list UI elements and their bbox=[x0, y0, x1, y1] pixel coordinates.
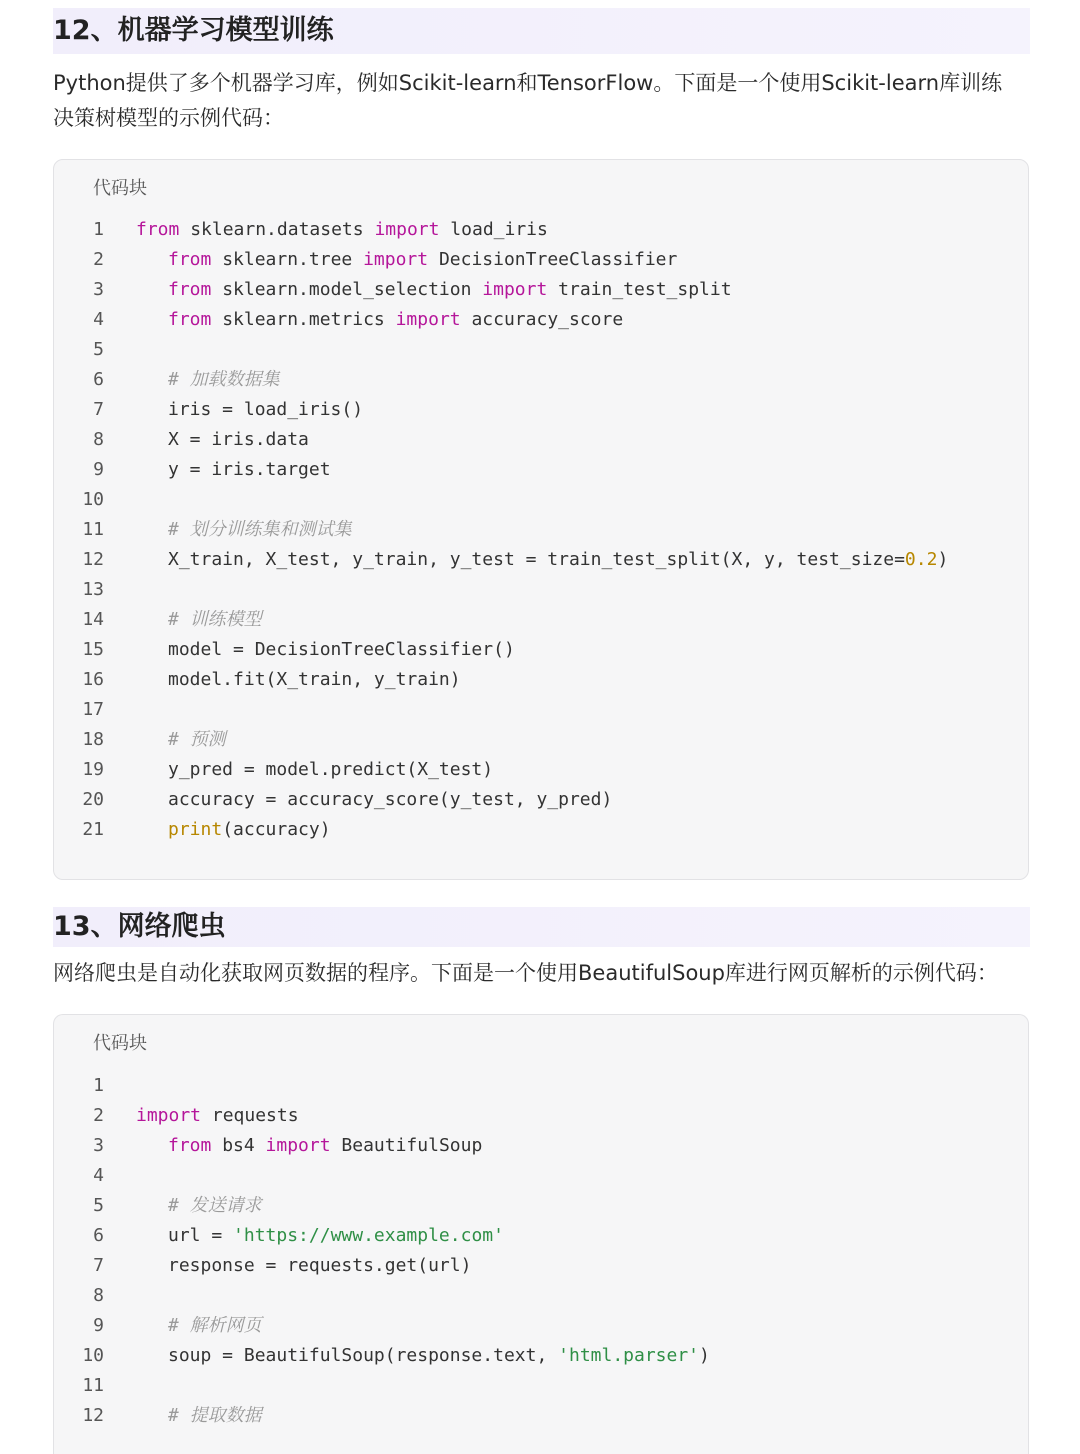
line-number: 9 bbox=[93, 459, 104, 480]
code-token: BeautifulSoup bbox=[330, 1135, 483, 1156]
code-text bbox=[136, 215, 548, 245]
code-lines bbox=[54, 1071, 1028, 1431]
keyword-token: import bbox=[363, 249, 429, 270]
line-number: 11 bbox=[82, 519, 104, 540]
line-number: 5 bbox=[93, 1195, 104, 1216]
code-line bbox=[54, 815, 1028, 845]
code-line bbox=[54, 455, 1028, 485]
comment-token: # 解析网页 bbox=[168, 1315, 262, 1336]
code-line bbox=[54, 1101, 1028, 1131]
keyword-token: from bbox=[136, 219, 180, 240]
line-number: 16 bbox=[82, 669, 104, 690]
code-block-label: 代码块 bbox=[93, 1033, 147, 1054]
code-line bbox=[54, 545, 1028, 575]
keyword-token: from bbox=[168, 249, 212, 270]
code-text bbox=[168, 245, 677, 275]
code-token: iris = load_iris() bbox=[168, 399, 364, 420]
code-line bbox=[54, 515, 1028, 545]
section-12-heading: 12、机器学习模型训练 bbox=[53, 8, 1030, 54]
line-number: 7 bbox=[93, 399, 104, 420]
code-line bbox=[54, 215, 1028, 245]
code-text bbox=[168, 1311, 262, 1341]
code-token: soup = BeautifulSoup(response.text, bbox=[168, 1345, 559, 1366]
line-number: 8 bbox=[93, 429, 104, 450]
code-line bbox=[54, 1341, 1028, 1371]
code-text bbox=[168, 1401, 262, 1431]
code-line bbox=[54, 335, 1028, 365]
comment-token: # 预测 bbox=[168, 729, 226, 750]
code-token: accuracy_score bbox=[460, 309, 624, 330]
code-line bbox=[54, 1221, 1028, 1251]
line-number: 4 bbox=[93, 309, 104, 330]
code-line bbox=[54, 245, 1028, 275]
line-number: 7 bbox=[93, 1255, 104, 1276]
line-number: 15 bbox=[82, 639, 104, 660]
code-text bbox=[168, 725, 226, 755]
code-line bbox=[54, 1371, 1028, 1401]
keyword-token: import bbox=[374, 219, 440, 240]
code-text bbox=[168, 515, 352, 545]
code-line bbox=[54, 1071, 1028, 1101]
line-number: 21 bbox=[82, 819, 104, 840]
keyword-token: from bbox=[168, 309, 212, 330]
line-number: 3 bbox=[93, 1135, 104, 1156]
string-token: 'https://www.example.com' bbox=[233, 1225, 504, 1246]
code-token: DecisionTreeClassifier bbox=[428, 249, 678, 270]
code-text bbox=[168, 365, 280, 395]
code-token: ) bbox=[699, 1345, 710, 1366]
code-text bbox=[168, 1131, 482, 1161]
code-text bbox=[168, 665, 461, 695]
line-number: 20 bbox=[82, 789, 104, 810]
paragraph-line: Python提供了多个机器学习库，例如Scikit-learn和TensorFlow。下面是一个使用Scikit-learn库训练 bbox=[53, 71, 1003, 95]
comment-token: # 提取数据 bbox=[168, 1405, 262, 1426]
comment-token: # 加载数据集 bbox=[168, 369, 280, 390]
code-text bbox=[168, 425, 309, 455]
keyword-token: import bbox=[395, 309, 461, 330]
code-line bbox=[54, 785, 1028, 815]
code-line bbox=[54, 665, 1028, 695]
comment-token: # 发送请求 bbox=[168, 1195, 262, 1216]
code-token: response = requests.get(url) bbox=[168, 1255, 472, 1276]
code-text bbox=[168, 455, 331, 485]
code-line bbox=[54, 635, 1028, 665]
line-number: 12 bbox=[82, 1405, 104, 1426]
code-text bbox=[168, 395, 363, 425]
code-token: bs4 bbox=[211, 1135, 266, 1156]
code-token: accuracy = accuracy_score(y_test, y_pred) bbox=[168, 789, 613, 810]
code-token: sklearn.datasets bbox=[179, 219, 375, 240]
line-number: 17 bbox=[82, 699, 104, 720]
code-token: sklearn.model_selection bbox=[211, 279, 483, 300]
builtin-token: print bbox=[168, 819, 223, 840]
code-line bbox=[54, 755, 1028, 785]
code-line bbox=[54, 725, 1028, 755]
code-token: ) bbox=[937, 549, 949, 570]
comment-token: # 划分训练集和测试集 bbox=[168, 519, 352, 540]
line-number: 1 bbox=[93, 219, 104, 240]
code-line bbox=[54, 275, 1028, 305]
code-line bbox=[54, 1401, 1028, 1431]
line-number: 10 bbox=[82, 489, 104, 510]
code-line bbox=[54, 365, 1028, 395]
line-number: 19 bbox=[82, 759, 104, 780]
code-line bbox=[54, 395, 1028, 425]
line-number: 2 bbox=[93, 1105, 104, 1126]
code-block-2 bbox=[53, 1014, 1029, 1454]
code-token: X = iris.data bbox=[168, 429, 309, 450]
code-text bbox=[136, 1101, 299, 1131]
line-number: 4 bbox=[93, 1165, 104, 1186]
line-number: 13 bbox=[82, 579, 104, 600]
code-text bbox=[168, 1221, 504, 1251]
code-line bbox=[54, 1161, 1028, 1191]
line-number: 5 bbox=[93, 339, 104, 360]
line-number: 18 bbox=[82, 729, 104, 750]
code-token: train_test_split bbox=[547, 279, 732, 300]
code-block-label: 代码块 bbox=[93, 178, 147, 199]
code-token: model = DecisionTreeClassifier() bbox=[168, 639, 515, 660]
line-number: 1 bbox=[93, 1075, 104, 1096]
code-token: url = bbox=[168, 1225, 234, 1246]
line-number: 10 bbox=[82, 1345, 104, 1366]
code-text bbox=[168, 815, 331, 845]
code-token: y = iris.target bbox=[168, 459, 331, 480]
code-text bbox=[168, 785, 612, 815]
keyword-token: import bbox=[265, 1135, 331, 1156]
code-text bbox=[168, 1341, 710, 1371]
line-number: 6 bbox=[93, 369, 104, 390]
code-text bbox=[168, 275, 732, 305]
keyword-token: from bbox=[168, 1135, 212, 1156]
line-number: 8 bbox=[93, 1285, 104, 1306]
code-text bbox=[168, 605, 262, 635]
string-token: 'html.parser' bbox=[558, 1345, 700, 1366]
code-line bbox=[54, 575, 1028, 605]
code-block-1 bbox=[53, 159, 1029, 880]
keyword-token: from bbox=[168, 279, 212, 300]
line-number: 9 bbox=[93, 1315, 104, 1336]
code-line bbox=[54, 1131, 1028, 1161]
code-text bbox=[168, 635, 515, 665]
code-text bbox=[168, 545, 948, 575]
code-text bbox=[168, 1191, 262, 1221]
code-text bbox=[168, 305, 623, 335]
code-token: requests bbox=[201, 1105, 299, 1126]
code-token: X_train, X_test, y_train, y_test = train_test_split(X, y, test_size= bbox=[168, 549, 905, 570]
section-13-paragraph bbox=[53, 956, 1028, 991]
code-line bbox=[54, 1191, 1028, 1221]
number-token: 0.2 bbox=[904, 549, 938, 570]
code-line bbox=[54, 305, 1028, 335]
code-token: load_iris bbox=[439, 219, 548, 240]
code-token: y_pred = model.predict(X_test) bbox=[168, 759, 494, 780]
line-number: 2 bbox=[93, 249, 104, 270]
line-number: 6 bbox=[93, 1225, 104, 1246]
code-line bbox=[54, 1251, 1028, 1281]
keyword-token: import bbox=[136, 1105, 202, 1126]
code-token: sklearn.tree bbox=[211, 249, 364, 270]
code-line bbox=[54, 1281, 1028, 1311]
paragraph-line: 决策树模型的示例代码： bbox=[53, 106, 284, 130]
paragraph-line: 网络爬虫是自动化获取网页数据的程序。下面是一个使用BeautifulSoup库进行网页解析的示例代码： bbox=[53, 961, 998, 985]
code-line bbox=[54, 1311, 1028, 1341]
code-lines bbox=[54, 215, 1028, 845]
code-token: (accuracy) bbox=[222, 819, 331, 840]
section-12-paragraph bbox=[53, 66, 1028, 136]
code-line bbox=[54, 485, 1028, 515]
code-token: model.fit(X_train, y_train) bbox=[168, 669, 461, 690]
code-text bbox=[168, 1251, 471, 1281]
line-number: 12 bbox=[82, 549, 104, 570]
comment-token: # 训练模型 bbox=[168, 609, 262, 630]
code-line bbox=[54, 425, 1028, 455]
section-13-heading: 13、网络爬虫 bbox=[53, 907, 1030, 947]
line-number: 14 bbox=[82, 609, 104, 630]
keyword-token: import bbox=[482, 279, 548, 300]
code-text bbox=[168, 755, 493, 785]
code-token: sklearn.metrics bbox=[211, 309, 396, 330]
line-number: 3 bbox=[93, 279, 104, 300]
code-line bbox=[54, 695, 1028, 725]
line-number: 11 bbox=[82, 1375, 104, 1396]
code-line bbox=[54, 605, 1028, 635]
